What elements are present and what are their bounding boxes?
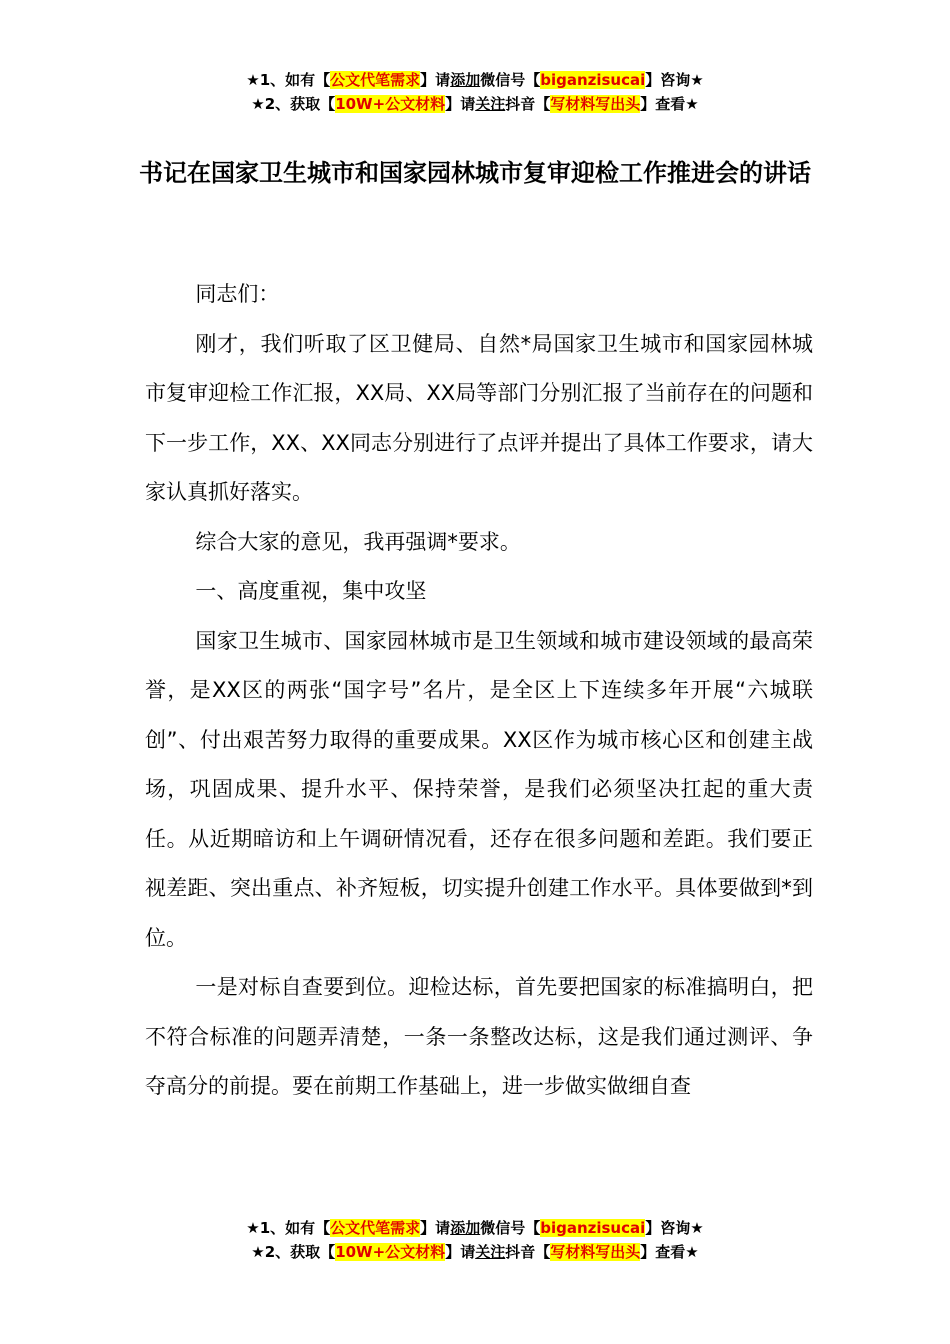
banner-line-1 bbox=[0, 1216, 950, 1240]
banner-text: 】请 bbox=[445, 1243, 476, 1261]
body-paragraph: 国家卫生城市、国家园林城市是卫生领域和城市建设领域的最高荣誉，是XX区的两张“国字号”名片，是全区上下连续多年开展“六城联创”、付出艰苦努力取得的重要成果。XX区作为城市核心区和创建主战场，巩固成果、提升水平、保持荣誉，是我们必须坚决扛起的重大责任。从近期暗访和上午调研情况看，还存在很多问题和差距。我们要正视差距、突出重点、补齐短板，切实提升创建工作水平。具体要做到*到位。 bbox=[145, 628, 813, 950]
banner-highlight: biganzisucai bbox=[540, 71, 646, 89]
banner-underline: 关注 bbox=[475, 1243, 506, 1261]
banner-text: 】查看★ bbox=[640, 1243, 699, 1261]
document-body bbox=[145, 270, 813, 1112]
banner-line-1 bbox=[0, 68, 950, 92]
footer-banner bbox=[0, 1216, 950, 1264]
banner-text: 】咨询★ bbox=[645, 71, 704, 89]
banner-text: ★1、如有【 bbox=[246, 1219, 331, 1237]
banner-line-2 bbox=[0, 92, 950, 116]
banner-text: 】查看★ bbox=[640, 95, 699, 113]
body-paragraph: 刚才，我们听取了区卫健局、自然*局国家卫生城市和国家园林城市复审迎检工作汇报，XX局、XX局等部门分别汇报了当前存在的问题和下一步工作，XX、XX同志分别进行了点评并提出了具体工作要求，请大家认真抓好落实。 bbox=[145, 331, 813, 504]
banner-text: 】咨询★ bbox=[645, 1219, 704, 1237]
body-paragraph: 一是对标自查要到位。迎检达标，首先要把国家的标准搞明白，把不符合标准的问题弄清楚，一条一条整改达标，这是我们通过测评、争夺高分的前提。要在前期工作基础上，进一步做实做细自查 bbox=[145, 975, 813, 1098]
banner-underline: 添加 bbox=[450, 1219, 481, 1237]
banner-underline: 添加 bbox=[450, 71, 481, 89]
document-title: 书记在国家卫生城市和国家园林城市复审迎检工作推进会的讲话 bbox=[139, 159, 811, 187]
banner-text: 】请 bbox=[420, 71, 451, 89]
banner-text: 】请 bbox=[445, 95, 476, 113]
section-heading: 一、高度重视，集中攻坚 bbox=[195, 579, 427, 603]
banner-text: ★1、如有【 bbox=[246, 71, 331, 89]
banner-highlight: 写材料写出头 bbox=[550, 95, 641, 113]
banner-text: ★2、获取【 bbox=[251, 95, 336, 113]
banner-highlight: 公文代笔需求 bbox=[330, 71, 421, 89]
body-paragraph: 综合大家的意见，我再强调*要求。 bbox=[195, 529, 521, 554]
banner-highlight: 写材料写出头 bbox=[550, 1243, 641, 1261]
banner-line-2 bbox=[0, 1240, 950, 1264]
banner-text: 抖音【 bbox=[505, 95, 551, 113]
banner-underline: 关注 bbox=[475, 95, 506, 113]
banner-text: ★2、获取【 bbox=[251, 1243, 336, 1261]
banner-text: 微信号【 bbox=[480, 1219, 541, 1237]
banner-highlight: biganzisucai bbox=[540, 1219, 646, 1237]
banner-highlight: 10W+公文材料 bbox=[335, 1243, 446, 1261]
banner-text: 】请 bbox=[420, 1219, 451, 1237]
banner-highlight: 公文代笔需求 bbox=[330, 1219, 421, 1237]
banner-highlight: 10W+公文材料 bbox=[335, 95, 446, 113]
banner-text: 微信号【 bbox=[480, 71, 541, 89]
salutation: 同志们： bbox=[195, 282, 280, 306]
banner-text: 抖音【 bbox=[505, 1243, 551, 1261]
header-banner bbox=[0, 68, 950, 116]
